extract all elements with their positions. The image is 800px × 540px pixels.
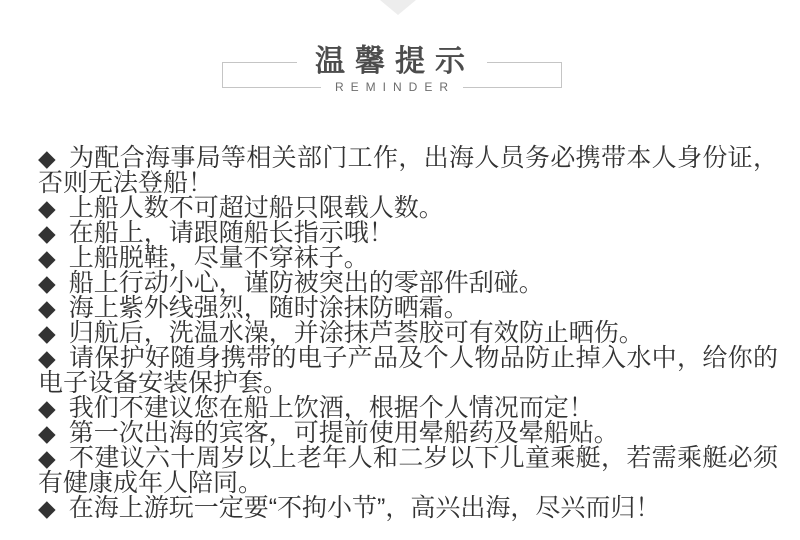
tip-text: 上船人数不可超过船只限载人数。 xyxy=(68,194,444,222)
tip-item xyxy=(38,396,778,421)
tip-item xyxy=(38,221,778,246)
tip-text: 海上紫外线强烈，随时涂抹防晒霜。 xyxy=(68,294,469,322)
diamond-bullet-icon: ◆ xyxy=(38,270,56,296)
top-triangle-decoration-icon xyxy=(380,0,416,15)
tip-text: 我们不建议您在船上饮酒，根据个人情况而定！ xyxy=(68,394,594,422)
tip-text: 不建议六十周岁以上老年人和二岁以下儿童乘艇，若需乘艇必须有健康成年人陪同。 xyxy=(38,444,778,497)
tip-text: 在海上游玩一定要“不拘小节”，高兴出海，尽兴而归！ xyxy=(68,494,661,522)
tip-item xyxy=(38,421,778,446)
diamond-bullet-icon: ◆ xyxy=(38,495,56,521)
tips-list xyxy=(38,146,778,521)
diamond-bullet-icon: ◆ xyxy=(38,395,56,421)
diamond-bullet-icon: ◆ xyxy=(38,420,56,446)
page-title: 温馨提示 xyxy=(297,46,487,78)
tip-item xyxy=(38,496,778,521)
tip-item xyxy=(38,196,778,221)
diamond-bullet-icon: ◆ xyxy=(38,345,57,371)
tip-item xyxy=(38,146,778,196)
tip-item xyxy=(38,296,778,321)
tip-item xyxy=(38,271,778,296)
diamond-bullet-icon: ◆ xyxy=(38,145,57,171)
diamond-bullet-icon: ◆ xyxy=(38,245,56,271)
tip-item xyxy=(38,346,778,396)
tip-item xyxy=(38,246,778,271)
diamond-bullet-icon: ◆ xyxy=(38,445,57,471)
tip-text: 请保护好随身携带的电子产品及个人物品防止掉入水中，给你的电子设备安装保护套。 xyxy=(38,344,778,397)
tip-text: 在船上，请跟随船长指示哦！ xyxy=(68,219,394,247)
diamond-bullet-icon: ◆ xyxy=(38,195,56,221)
tip-text: 第一次出海的宾客，可提前使用晕船药及晕船贴。 xyxy=(68,419,619,447)
tip-item xyxy=(38,446,778,496)
diamond-bullet-icon: ◆ xyxy=(38,295,56,321)
diamond-bullet-icon: ◆ xyxy=(38,320,56,346)
title-frame-box xyxy=(222,45,562,94)
tip-item xyxy=(38,321,778,346)
tip-text: 上船脱鞋，尽量不穿袜子。 xyxy=(68,244,369,272)
tip-text: 归航后，洗温水澡，并涂抹芦荟胶可有效防止晒伤。 xyxy=(68,319,644,347)
tip-text: 为配合海事局等相关部门工作，出海人员务必携带本人身份证，否则无法登船！ xyxy=(38,144,778,197)
tip-text: 船上行动小心，谨防被突出的零部件刮碰。 xyxy=(68,269,544,297)
diamond-bullet-icon: ◆ xyxy=(38,220,56,246)
page-subtitle: REMINDER xyxy=(321,80,463,95)
